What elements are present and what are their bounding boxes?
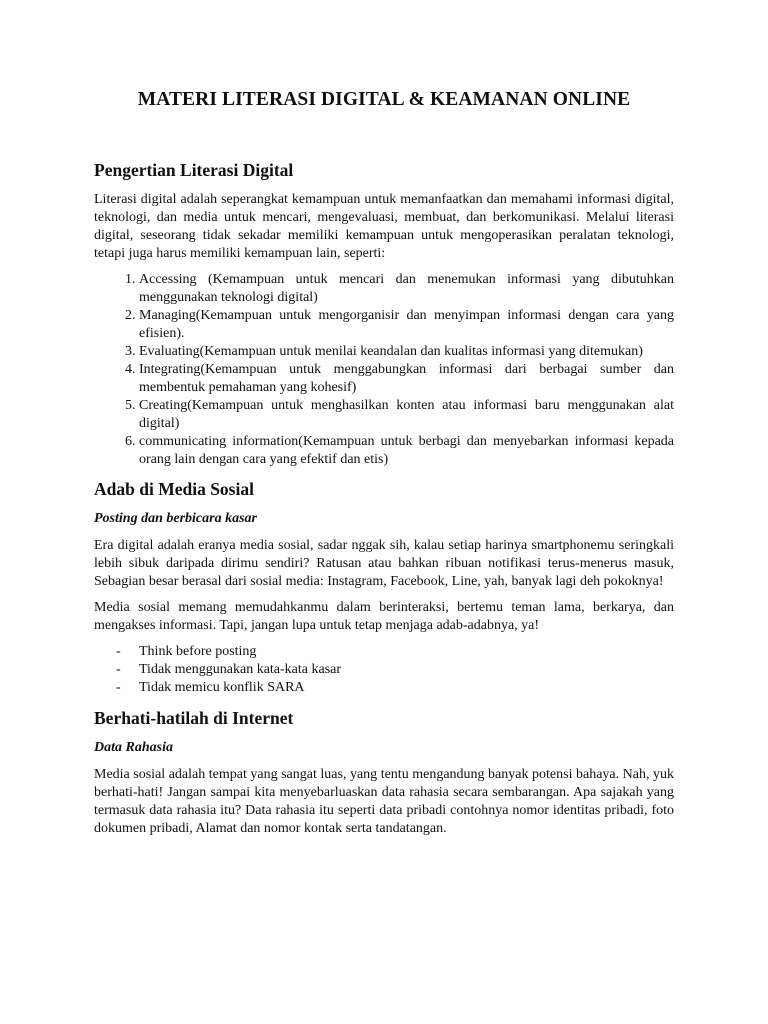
list-item: 6. communicating information(Kemampuan untuk berbagi dan menyebarkan informasi kepada orang lain dengan cara yang efektif dan etis) (139, 433, 674, 469)
section-subheading: Posting dan berbicara kasar (94, 511, 257, 526)
list-item: - Tidak memicu konflik SARA (94, 679, 674, 697)
dash-list (94, 643, 674, 697)
list-item: - Think before posting (94, 643, 674, 661)
section-paragraph: Media sosial memang memudahkanmu dalam berinteraksi, bertemu teman lama, berkarya, dan mengakses informasi. Tapi, jangan lupa untuk tetap menjaga adab-adabnya, ya! (94, 600, 674, 633)
section-subheading: Data Rahasia (94, 740, 173, 755)
section-paragraph: Literasi digital adalah seperangkat kemampuan untuk memanfaatkan dan memahami informasi digital, teknologi, dan media untuk mencari, mengevaluasi, membuat, dan berkomunikasi. Melalui literasi digital, seseorang tidak sekadar memiliki kemampuan untuk mengoperasikan peralatan teknologi, tetapi juga harus memiliki kemampuan lain, seperti: (94, 192, 674, 261)
list-item: 2. Managing(Kemampuan untuk mengorganisir dan menyimpan informasi dengan cara yang efisien). (139, 307, 674, 343)
document-title: MATERI LITERASI DIGITAL & KEAMANAN ONLINE (137, 89, 631, 110)
list-item: 3. Evaluating(Kemampuan untuk menilai keandalan dan kualitas informasi yang ditemukan) (139, 343, 674, 361)
numbered-list (94, 271, 674, 469)
section-heading: Adab di Media Sosial (94, 479, 254, 499)
section-berhati-hati-internet (94, 707, 674, 838)
section-pengertian-literasi-digital (94, 159, 674, 469)
list-item: 4. Integrating(Kemampuan untuk menggabungkan informasi dari berbagai sumber dan membentuk pemahaman yang kohesif) (139, 361, 674, 397)
list-item: - Tidak menggunakan kata-kata kasar (94, 661, 674, 679)
section-paragraph: Era digital adalah eranya media sosial, sadar nggak sih, kalau setiap harinya smartphonemu seringkali lebih sibuk daripada dirimu sendiri? Ratusan atau bahkan ribuan notifikasi terus-menerus masuk, Sebagian besar berasal dari sosial media: Instagram, Facebook, Line, yah, banyak lagi deh pokoknya! (94, 538, 674, 589)
section-heading: Pengertian Literasi Digital (94, 160, 294, 180)
list-item: 1. Accessing (Kemampuan untuk mencari dan menemukan informasi yang dibutuhkan menggunakan teknologi digital) (139, 271, 674, 307)
section-adab-media-sosial (94, 478, 674, 697)
list-item: 5. Creating(Kemampuan untuk menghasilkan konten atau informasi baru menggunakan alat digital) (139, 397, 674, 433)
section-heading: Berhati-hatilah di Internet (94, 708, 294, 728)
section-paragraph: Media sosial adalah tempat yang sangat luas, yang tentu mengandung banyak potensi bahaya. Nah, yuk berhati-hati! Jangan sampai kita menyebarluaskan data rahasia secara sembarangan. Apa sajakah yang termasuk data rahasia itu? Data rahasia itu seperti data pribadi contohnya nomor identitas pribadi, foto dokumen pribadi, Alamat dan nomor kontak serta tandatangan. (94, 767, 674, 836)
